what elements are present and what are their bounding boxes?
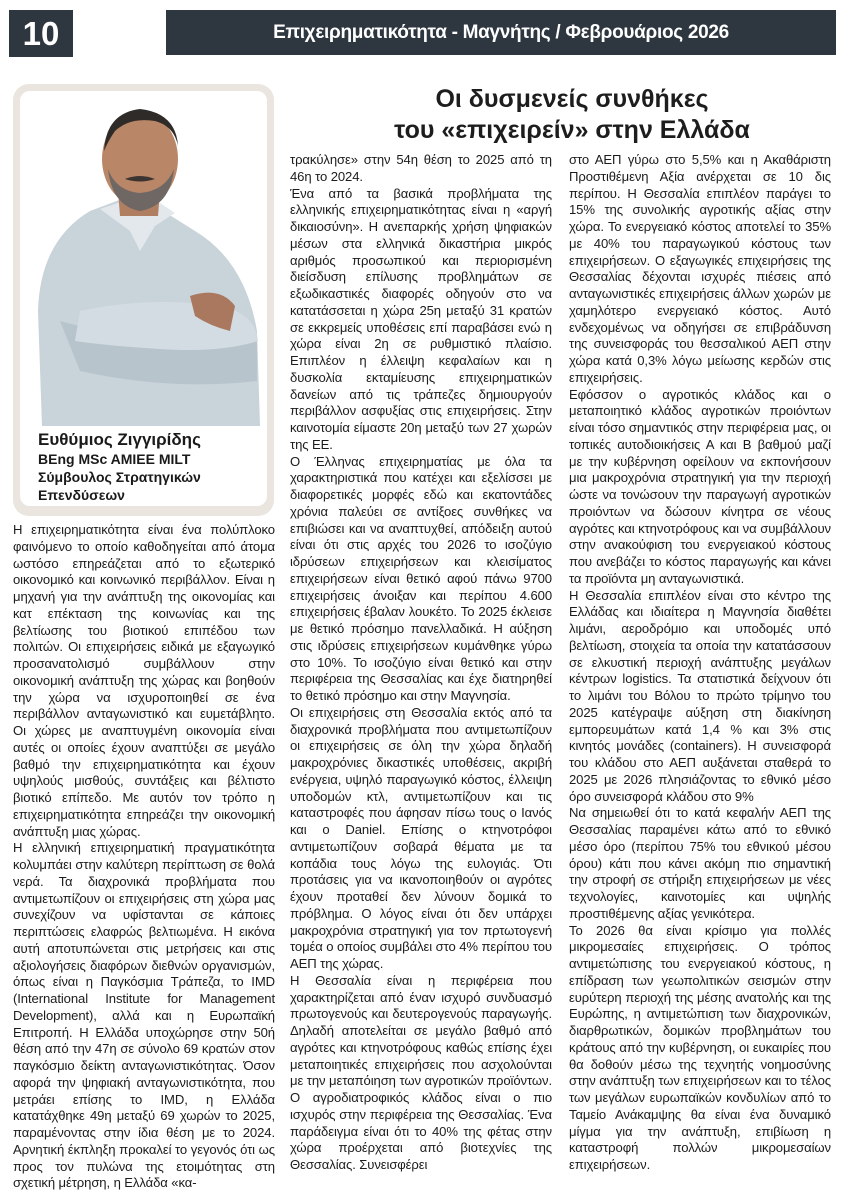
paragraph: Η Θεσσαλία είναι η περιφέρεια που χαρακτηρίζεται από έναν ισχυρό συνδυασμό πρωτογενούς και δευτερογενούς παραγωγής. Δηλαδή αποτελείται σε μεγάλο βαθμό από αγρότες και κτηνοτρόφους καθώς επίσης έχει μεταποιητικές επιχειρήσεις που ασχολούνται με την μεταπόιηση των αγροτικών προϊόντων. Ο αγροδιατροφικός κλάδος είναι ο πιο ισχυρός στην περιφέρεια της Θεσσαλίας. Ένα παράδειγμα είναι ότι το 40% της φέτας στην χώρα προέρχεται από βιοτεχνίες της Θεσσαλίας. Συνεισφέρει [290,972,552,1172]
article-title-line1: Οι δυσμενείς συνθήκες [435,85,709,113]
paragraph: Η Θεσσαλία επιπλέον είναι στο κέντρο της Ελλάδας και ιδιαίτερα η Μαγνησία διαθέτει λιμάνι, αεροδρόμιο και υποδομές υπό βελτίωση, στοιχεία τα οποία την κατατάσσουν σε ελκυστική περιοχή ανάπτυξης μεγάλων κέντρων logistics. Τα στατιστικά δείχνουν ότι το λιμάνι του Βόλου το πρώτο τρίμηνο του 2025 κατέγραψε αύξηση στη διακίνηση εμπορευμάτων κατά 1,4 % και 3% στις κινητός μονάδες (containers). Η συνεισφορά του κλάδου στο ΑΕΠ αυξάνεται σταθερά το 2025 με 2026 πλησιάζοντας το εθνικό μέσο όρο συνεισφορά κλάδου στο 9% [569,587,831,804]
paragraph: Εφόσσον ο αγροτικός κλάδος και ο μεταποιητικό κλάδος αγροτικών προιόντων είναι τόσο σημαντικός στην περιφέρεια μας, οι τοπικές αυτοδιοικήσεις Α και Β βαθμού μαζί με την κυβέρνηση οφείλουν να εκπονήσουν μια μακροχρόνια στρατηγική για την περιοχή ώστε να τονώσουν την παραγωγή αγροτικών προιόντων να δώσουν κίνητρα σε νέους αγρότες και κτηνοτρόφους και να συμβάλλουν στην ανακούφιση του ενεργειακού κόστους που ανεβάζει το κόστος παραγωγής και κάνει τα προϊόντα μη ανταγωνιστικά. [569,386,831,586]
article-column-3 [569,152,831,1174]
paragraph: Η επιχειρηματικότητα είναι ένα πολύπλοκο φαινόμενο το οποίο καθοδηγείται από άτομα ωστόσο επηρεάζεται από το εξωτερικό οικονομικό και κοινωνικό περιβάλλον. Είναι η μηχανή για την ανάπτυξη της οικονομίας και κατ επέκταση της κοινωνίας και της βελτίωσης του βιοτικού επιπέδου των πολιτών. Οι επιχειρήσεις ειδικά με εξαγωγικό προσανατολισμό συμβάλλουν στην οικονομική ανάπτυξη της χώρας και βοηθούν την χώρα να ισχυροποιηθεί σε ένα περιβάλλον ανταγωνιστικό και ευμετάβλητο. Οι χώρες με αναπτυγμένη οικονομία είναι αυτές οι οποίες έχουν αναπτύξει σε μεγάλο βαθμό την επιχειρηματικότητα και έχουν υψηλούς μισθούς, συντάξεις και βέλτιστο βιοτικό επίπεδο. Με αυτόν τον τρόπο η επιχειρηματικότητα επηρεάζει την οικονομική ανάπτυξη μιας χώρας. [13,522,275,839]
paragraph: Το 2026 θα είναι κρίσιμο για πολλές μικρομεσαίες επιχειρήσεις. Ο τρόπος αντιμετώπισης του ενεργειακού κόστους, η επίδραση των γεωπολιτικών σεισμών στην ευρύτερη περιοχή της μέσης ανατολής και της Ευρώπης, η αντιμετώπιση των διαχρονικών, διαρθρωτικών, δομικών προβλημάτων του κράτους από την κυβέρνηση, οι ευκαιρίες που θα δοθούν μέσω της τεχνητής νοημοσύνης στην ανάπτυξη των επιχειρήσεων και το τέλος των μεγάλων ευρωπαϊκών κονδυλίων από το Ταμείο Ανάκαμψης θα είναι ένα δυναμικό μίγμα για την ανάπτυξη, επιβίωση η καταστροφή πολλών μικρομεσαίων επιχειρήσεων. [569,922,831,1172]
author-role-line1: Σύμβουλος Στρατηγικών [38,469,201,485]
author-card [13,84,274,516]
paragraph: Οι επιχειρήσεις στη Θεσσαλία εκτός από τα διαχρονικά προβλήματα που αντιμετωπίζουν οι επιχειρήσεις σε όλη την χώρα δηλαδή μακροχρόνιες δικαστικές υποθέσεις, ακριβή ενέργεια, υψηλό παραγωγικό κόστος, έλλειψη υποδομών κτλ, αντιμετωπίζουν και τις καταστροφές που άφησαν πίσω τους ο Ιανός και ο Daniel. Επίσης ο κτηνοτρόφοι αντιμετωπίζουν σοβαρά θέματα με τα κοπάδια τους λόγω της ευλογιάς. Ότι προτάσεις για να ικανοποιηθούν οι αγρότες έχουν προταθεί δεν λύνουν δομικά το πρόβλημα. Ο λόγος είναι ότι δεν υπάρχει μακροχρόνια στρατηγική για τον πρτωτογενή τομέα ο οποίος συμβάλει στο 4% περίπου του ΑΕΠ της χώρας. [290,704,552,971]
article-title [292,84,852,146]
page-number: 10 [9,10,73,57]
author-photo [20,91,267,426]
author-name: Ευθύμιος Ζιγγιρίδης [38,430,201,449]
portrait-icon [20,91,267,426]
paragraph: στο ΑΕΠ γύρω στο 5,5% και η Ακαθάριστη Προστιθέμενη Αξία ανέρχεται σε 10 δις περίπου. Η Θεσσαλία επιπλέον παράγει το 15% της συνολικής αγροτικής αξίας στην χώρα. Το ενεργειακό κόστος αποτελεί το 35% με 40% του παραγωγικού κόστους των επιχειρήσεων. Ο εξαγωγικές επιχειρήσεις της Θεσσαλίας δέχονται ισχυρές πιέσεις από ανταγωνιστικές επιχειρήσεις άλλων χωρών με χαμηλότερο ενεργειακό κόστος. Αυτό ενδεχομένως να οδηγήσει σε επιβράδυνση της συνεισφοράς του θεσσαλικού ΑΕΠ στην χώρα κατά 0,3% λόγω μείωσης κερδών στις επιχειρήσεις. [569,152,831,385]
paragraph: Ο Έλληνας επιχειρηματίας με όλα τα χαρακτηριστικά που κατέχει και εξελίσσει με διαφορετικές μορφές εδώ και εκατοντάδες χρόνια παλεύει σε αντίξοες συνθήκες να επιβιώσει και να αναπτυχθεί, απόδειξη αυτού είναι ότι στις αρχές του 2026 το ισοζύγιο ιδρύσεων επιχειρήσεων και κλεισίματος επιχειρήσεων είναι θετικό αφού πάνω 9700 επιχειρήσεις άνοιξαν και περίπου 4.600 επιχειρήσεις έβαλαν λουκέτο. Το 2025 έκλεισε με θετικό πρόσημο πανελλαδικά. Η αύξηση στις ιδρύσεις επιχειρήσεων κυμάνθηκε γύρω στο 10%. Το ισοζύγιο είναι θετικό και στην περιφέρεια της Θεσσαλίας και έχε διατηρηθεί το θετικό πρόσημο και στην Μαγνησία. [290,453,552,703]
paragraph: Να σημειωθεί ότι το κατά κεφαλήν ΑΕΠ της Θεσσαλίας παραμένει κάτω από το εθνικό μέσο όρο (περίπου 75% του εθνικού μέσου όρου) κάτι που κάνει ακόμη πιο σημαντική την στροφή σε στήριξη επιχειρήσεων με νέες τεχνολογίες, καινοτομίες και υψηλής προστιθέμενης αξίας γενικότερα. [569,805,831,921]
author-role-line2: Επενδύσεων [38,487,125,503]
article-column-2 [290,152,552,1174]
paragraph: Ένα από τα βασικά προβλήματα της ελληνικής επιχειρηματικότητας είναι η «αργή δικαιοσύνη». Η ανεπαρκής χρήση ψηφιακών μέσων στα ελληνικά δικαστήρια μικρός αριθμός προσωπικού και περιορισμένη διείσδυση επίλυσης προβλημάτων σε εξωδικαστικές διαφορές οδηγούν στο να κατατάσσεται η χώρα 25η μεταξύ 31 κρατών σε εκκρεμείς υποθέσεις επί παραβάσει ενώ η χώρα είναι 2η σε ρυθμιστικό πλαίσιο. Επιπλέον η έλλειψη κεφαλαίων και η δυσκολία εκταμίευσης επιχειρηματικών δανείων από τις τράπεζες δημιουργούν περιβάλλον ασφυξίας στις επιχειρήσεις. Στην καινοτομία είμαστε 20η μεταξύ των 27 χωρών της ΕΕ. [290,185,552,452]
author-byline [20,426,267,506]
paragraph: Η ελληνική επιχειρηματική πραγματικότητα κολυμπάει στην καλύτερη περίπτωση σε θολά νερά. Τα διαχρονικά προβλήματα που αντιμετωπίζουν οι επιχειρήσεις στη χώρα μας συνεχίζουν να υφίστανται σε κάποιες περιπτώσεις ελαφρώς βελτιωμένα. Η εικόνα αυτή αποτυπώνεται στις μετρήσεις και στις αξιολογήσεις διαφόρων διεθνών οργανισμών, όπως είναι η Παγκόσμια Τράπεζα, το IMD (International Institute for Management Development), αλλά και η Ευρωπαϊκή Επιτροπή. Η Ελλάδα υποχώρησε στην 50ή θέση από την 47η σε σύνολο 69 κρατών στον παγκόσμιο δείκτη ανταγωνιστικότητας. Όσον αφορά την ψηφιακή ανταγωνιστικότητα, που μετράει επίσης το IMD, η Ελλάδα κατατάχθηκε 49η μεταξύ 69 χωρών το 2025, παραμένοντας στην ίδια θέση με το 2024. Αρνητική έκπληξη προκαλεί το γεγονός ότι ως προς τον πυλώνα της ετοιμότητας στη σχετική μέτρηση, η Ελλάδα «κα- [13,840,275,1191]
article-title-line2: του «επιχειρείν» στην Ελλάδα [394,116,750,144]
section-header: Επιχειρηματικότητα - Μαγνήτης / Φεβρουάριος 2026 [166,10,836,55]
paragraph: τρακύλησε» στην 54η θέση το 2025 από τη 46η το 2024. [290,152,552,184]
author-credentials: BEng MSc AMIEE MILT [38,451,191,467]
article-column-1 [13,522,275,1192]
